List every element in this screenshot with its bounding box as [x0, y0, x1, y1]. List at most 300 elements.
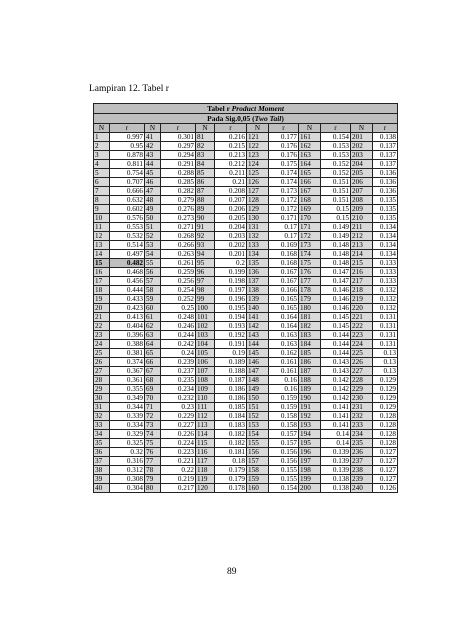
n-cell: 139: [247, 295, 269, 304]
n-cell: 48: [145, 196, 161, 205]
table-row: [94, 268, 398, 277]
r-cell: 0.153: [321, 142, 351, 151]
r-cell: 0.158: [269, 421, 299, 430]
r-cell: 0.171: [269, 214, 299, 223]
r-cell: 0.192: [215, 331, 247, 340]
n-cell: 129: [247, 205, 269, 214]
r-cell: 0.148: [321, 241, 351, 250]
r-cell: 0.144: [321, 349, 351, 358]
n-cell: 123: [247, 151, 269, 160]
n-cell: 217: [351, 277, 373, 286]
n-cell: 67: [145, 367, 161, 376]
r-cell: 0.147: [321, 277, 351, 286]
n-cell: 10: [94, 214, 110, 223]
r-cell: 0.136: [373, 178, 398, 187]
table-caption: Lampiran 12. Tabel r: [89, 84, 169, 94]
n-cell: 131: [247, 223, 269, 232]
table-row: [94, 322, 398, 331]
r-cell: 0.163: [269, 331, 299, 340]
column-header-row: [94, 124, 398, 133]
r-cell: 0.396: [110, 331, 145, 340]
r-cell: 0.248: [161, 313, 196, 322]
n-cell: 190: [299, 394, 321, 403]
n-cell: 214: [351, 250, 373, 259]
n-cell: 43: [145, 151, 161, 160]
r-cell: 0.184: [215, 412, 247, 421]
r-cell: 0.344: [110, 403, 145, 412]
n-cell: 55: [145, 259, 161, 268]
n-cell: 62: [145, 322, 161, 331]
n-cell: 212: [351, 232, 373, 241]
r-cell: 0.128: [373, 430, 398, 439]
r-cell: 0.205: [215, 214, 247, 223]
r-cell: 0.514: [110, 241, 145, 250]
r-cell: 0.256: [161, 277, 196, 286]
n-cell: 94: [196, 250, 215, 259]
n-cell: 171: [299, 223, 321, 232]
r-cell: 0.161: [269, 358, 299, 367]
n-cell: 185: [299, 349, 321, 358]
n-cell: 47: [145, 187, 161, 196]
r-cell: 0.17: [269, 232, 299, 241]
n-cell: 59: [145, 295, 161, 304]
n-cell: 22: [94, 322, 110, 331]
r-cell: 0.16: [269, 376, 299, 385]
n-cell: 45: [145, 169, 161, 178]
n-cell: 69: [145, 385, 161, 394]
n-cell: 16: [94, 268, 110, 277]
table-title-row-1: [94, 104, 398, 114]
r-cell: 0.138: [373, 133, 398, 142]
r-cell: 0.339: [110, 412, 145, 421]
n-cell: 240: [351, 484, 373, 493]
n-cell: 106: [196, 358, 215, 367]
r-cell: 0.237: [161, 367, 196, 376]
r-cell: 0.157: [269, 439, 299, 448]
n-cell: 177: [299, 277, 321, 286]
n-cell: 181: [299, 313, 321, 322]
n-cell: 207: [351, 187, 373, 196]
r-cell: 0.433: [110, 295, 145, 304]
r-cell: 0.128: [373, 439, 398, 448]
r-cell: 0.235: [161, 376, 196, 385]
r-cell: 0.127: [373, 475, 398, 484]
n-cell: 23: [94, 331, 110, 340]
table-row: [94, 160, 398, 169]
table-row: [94, 484, 398, 493]
r-cell: 0.141: [321, 412, 351, 421]
n-cell: 156: [247, 448, 269, 457]
r-cell: 0.25: [161, 304, 196, 313]
n-cell: 204: [351, 160, 373, 169]
n-cell: 71: [145, 403, 161, 412]
r-cell: 0.22: [161, 466, 196, 475]
r-cell: 0.349: [110, 394, 145, 403]
n-cell: 173: [299, 241, 321, 250]
r-cell: 0.154: [321, 133, 351, 142]
n-cell: 170: [299, 214, 321, 223]
n-cell: 154: [247, 430, 269, 439]
n-cell: 119: [196, 475, 215, 484]
r-cell: 0.204: [215, 223, 247, 232]
table-row: [94, 277, 398, 286]
n-cell: 213: [351, 241, 373, 250]
n-cell: 178: [299, 286, 321, 295]
r-cell: 0.301: [161, 133, 196, 142]
r-cell: 0.576: [110, 214, 145, 223]
r-cell: 0.997: [110, 133, 145, 142]
r-cell: 0.131: [373, 340, 398, 349]
n-cell: 74: [145, 430, 161, 439]
n-cell: 165: [299, 169, 321, 178]
r-cell: 0.129: [373, 376, 398, 385]
n-cell: 89: [196, 205, 215, 214]
n-cell: 155: [247, 439, 269, 448]
r-cell: 0.196: [215, 295, 247, 304]
column-header-n: N: [145, 124, 161, 133]
r-cell: 0.226: [161, 430, 196, 439]
n-cell: 101: [196, 313, 215, 322]
r-cell: 0.127: [373, 448, 398, 457]
n-cell: 91: [196, 223, 215, 232]
r-cell: 0.128: [373, 412, 398, 421]
n-cell: 157: [247, 457, 269, 466]
r-cell: 0.179: [215, 466, 247, 475]
r-cell: 0.156: [269, 457, 299, 466]
n-cell: 172: [299, 232, 321, 241]
n-cell: 5: [94, 169, 110, 178]
r-cell: 0.259: [161, 268, 196, 277]
n-cell: 108: [196, 376, 215, 385]
n-cell: 12: [94, 232, 110, 241]
n-cell: 229: [351, 385, 373, 394]
r-cell: 0.131: [373, 322, 398, 331]
r-cell: 0.136: [373, 187, 398, 196]
r-cell: 0.602: [110, 205, 145, 214]
n-cell: 41: [145, 133, 161, 142]
r-cell: 0.189: [215, 358, 247, 367]
r-cell: 0.878: [110, 151, 145, 160]
r-cell: 0.329: [110, 430, 145, 439]
r-cell: 0.162: [269, 349, 299, 358]
column-header-n: N: [94, 124, 110, 133]
r-cell: 0.146: [321, 304, 351, 313]
r-cell: 0.174: [269, 178, 299, 187]
n-cell: 203: [351, 151, 373, 160]
n-cell: 49: [145, 205, 161, 214]
r-cell: 0.131: [373, 313, 398, 322]
r-cell: 0.208: [215, 187, 247, 196]
r-cell: 0.142: [321, 385, 351, 394]
r-cell: 0.268: [161, 232, 196, 241]
r-cell: 0.144: [321, 340, 351, 349]
r-cell: 0.456: [110, 277, 145, 286]
n-cell: 227: [351, 367, 373, 376]
n-cell: 15: [94, 259, 110, 268]
n-cell: 169: [299, 205, 321, 214]
r-cell: 0.215: [215, 142, 247, 151]
r-cell: 0.137: [373, 142, 398, 151]
r-cell: 0.632: [110, 196, 145, 205]
n-cell: 215: [351, 259, 373, 268]
n-cell: 168: [299, 196, 321, 205]
column-header-n: N: [196, 124, 215, 133]
n-cell: 29: [94, 385, 110, 394]
n-cell: 92: [196, 232, 215, 241]
table-row: [94, 385, 398, 394]
r-cell: 0.198: [215, 277, 247, 286]
r-cell: 0.254: [161, 286, 196, 295]
n-cell: 174: [299, 250, 321, 259]
n-cell: 38: [94, 466, 110, 475]
n-cell: 141: [247, 313, 269, 322]
r-cell: 0.282: [161, 187, 196, 196]
n-cell: 70: [145, 394, 161, 403]
r-cell: 0.134: [373, 223, 398, 232]
r-cell: 0.159: [269, 403, 299, 412]
n-cell: 142: [247, 322, 269, 331]
n-cell: 60: [145, 304, 161, 313]
n-cell: 221: [351, 313, 373, 322]
table-row: [94, 331, 398, 340]
n-cell: 51: [145, 223, 161, 232]
r-cell: 0.177: [269, 133, 299, 142]
n-cell: 205: [351, 169, 373, 178]
n-cell: 39: [94, 475, 110, 484]
r-cell: 0.155: [269, 475, 299, 484]
table-row: [94, 295, 398, 304]
n-cell: 235: [351, 439, 373, 448]
r-cell: 0.133: [373, 259, 398, 268]
n-cell: 209: [351, 205, 373, 214]
n-cell: 149: [247, 385, 269, 394]
r-cell: 0.227: [161, 421, 196, 430]
r-cell: 0.242: [161, 340, 196, 349]
table-row: [94, 133, 398, 142]
r-cell: 0.316: [110, 457, 145, 466]
n-cell: 134: [247, 250, 269, 259]
r-cell: 0.23: [161, 403, 196, 412]
n-cell: 30: [94, 394, 110, 403]
n-cell: 184: [299, 340, 321, 349]
n-cell: 19: [94, 295, 110, 304]
table-row: [94, 394, 398, 403]
r-cell: 0.297: [161, 142, 196, 151]
n-cell: 109: [196, 385, 215, 394]
n-cell: 1: [94, 133, 110, 142]
n-cell: 95: [196, 259, 215, 268]
n-cell: 14: [94, 250, 110, 259]
column-header-r: r: [373, 124, 398, 133]
n-cell: 37: [94, 457, 110, 466]
r-cell: 0.145: [321, 313, 351, 322]
n-cell: 4: [94, 160, 110, 169]
r-cell: 0.146: [321, 295, 351, 304]
r-cell: 0.154: [269, 484, 299, 493]
n-cell: 175: [299, 259, 321, 268]
r-cell: 0.367: [110, 367, 145, 376]
n-cell: 140: [247, 304, 269, 313]
r-cell: 0.155: [269, 466, 299, 475]
table-row: [94, 142, 398, 151]
n-cell: 66: [145, 358, 161, 367]
r-cell: 0.217: [161, 484, 196, 493]
r-cell: 0.211: [215, 169, 247, 178]
n-cell: 90: [196, 214, 215, 223]
r-cell: 0.182: [215, 439, 247, 448]
r-cell: 0.15: [321, 205, 351, 214]
r-cell: 0.234: [161, 385, 196, 394]
n-cell: 145: [247, 349, 269, 358]
n-cell: 211: [351, 223, 373, 232]
r-cell: 0.146: [321, 286, 351, 295]
r-cell: 0.144: [321, 331, 351, 340]
r-cell: 0.174: [269, 169, 299, 178]
table-row: [94, 241, 398, 250]
n-cell: 208: [351, 196, 373, 205]
r-cell: 0.16: [269, 385, 299, 394]
r-cell: 0.181: [215, 448, 247, 457]
r-cell: 0.168: [269, 250, 299, 259]
r-cell: 0.168: [269, 259, 299, 268]
n-cell: 189: [299, 385, 321, 394]
n-cell: 68: [145, 376, 161, 385]
n-cell: 122: [247, 142, 269, 151]
r-cell: 0.294: [161, 151, 196, 160]
table-body: [94, 133, 398, 493]
r-cell: 0.137: [373, 160, 398, 169]
r-cell: 0.273: [161, 214, 196, 223]
r-cell: 0.165: [269, 304, 299, 313]
n-cell: 191: [299, 403, 321, 412]
n-cell: 79: [145, 475, 161, 484]
n-cell: 195: [299, 439, 321, 448]
n-cell: 82: [196, 142, 215, 151]
n-cell: 61: [145, 313, 161, 322]
n-cell: 231: [351, 403, 373, 412]
r-cell: 0.143: [321, 358, 351, 367]
r-cell: 0.134: [373, 250, 398, 259]
r-cell: 0.156: [269, 448, 299, 457]
r-cell: 0.95: [110, 142, 145, 151]
r-cell: 0.159: [269, 394, 299, 403]
r-cell: 0.276: [161, 205, 196, 214]
r-cell: 0.188: [215, 367, 247, 376]
n-cell: 81: [196, 133, 215, 142]
n-cell: 138: [247, 286, 269, 295]
r-cell: 0.17: [269, 223, 299, 232]
r-cell: 0.355: [110, 385, 145, 394]
r-cell: 0.178: [215, 484, 247, 493]
r-cell: 0.468: [110, 268, 145, 277]
r-cell: 0.13: [373, 367, 398, 376]
n-cell: 111: [196, 403, 215, 412]
n-cell: 196: [299, 448, 321, 457]
r-cell: 0.216: [215, 133, 247, 142]
n-cell: 87: [196, 187, 215, 196]
r-table-container: [93, 103, 397, 493]
r-cell: 0.143: [321, 367, 351, 376]
n-cell: 46: [145, 178, 161, 187]
r-cell: 0.185: [215, 403, 247, 412]
n-cell: 153: [247, 421, 269, 430]
n-cell: 228: [351, 376, 373, 385]
n-cell: 98: [196, 286, 215, 295]
n-cell: 132: [247, 232, 269, 241]
r-cell: 0.308: [110, 475, 145, 484]
n-cell: 167: [299, 187, 321, 196]
title-line-2-prefix: Pada Sig.0,05 (: [207, 114, 255, 123]
n-cell: 125: [247, 169, 269, 178]
title-line-2-suffix: ): [281, 114, 284, 123]
r-cell: 0.246: [161, 322, 196, 331]
n-cell: 75: [145, 439, 161, 448]
n-cell: 20: [94, 304, 110, 313]
n-cell: 73: [145, 421, 161, 430]
n-cell: 102: [196, 322, 215, 331]
n-cell: 238: [351, 466, 373, 475]
r-cell: 0.266: [161, 241, 196, 250]
r-cell: 0.165: [269, 295, 299, 304]
r-cell: 0.21: [215, 178, 247, 187]
n-cell: 64: [145, 340, 161, 349]
n-cell: 100: [196, 304, 215, 313]
table-row: [94, 367, 398, 376]
n-cell: 148: [247, 376, 269, 385]
r-cell: 0.223: [161, 448, 196, 457]
r-cell: 0.172: [269, 205, 299, 214]
n-cell: 236: [351, 448, 373, 457]
page-number: 89: [227, 567, 237, 577]
r-cell: 0.229: [161, 412, 196, 421]
r-cell: 0.179: [215, 475, 247, 484]
r-cell: 0.18: [215, 457, 247, 466]
table-row: [94, 196, 398, 205]
r-cell: 0.164: [269, 313, 299, 322]
n-cell: 188: [299, 376, 321, 385]
n-cell: 197: [299, 457, 321, 466]
n-cell: 33: [94, 421, 110, 430]
n-cell: 151: [247, 403, 269, 412]
n-cell: 121: [247, 133, 269, 142]
r-cell: 0.195: [215, 304, 247, 313]
r-cell: 0.19: [215, 349, 247, 358]
r-cell: 0.754: [110, 169, 145, 178]
r-cell: 0.126: [373, 484, 398, 493]
n-cell: 198: [299, 466, 321, 475]
r-cell: 0.194: [215, 313, 247, 322]
table-row: [94, 151, 398, 160]
r-cell: 0.707: [110, 178, 145, 187]
n-cell: 13: [94, 241, 110, 250]
r-cell: 0.142: [321, 376, 351, 385]
column-header-r: r: [269, 124, 299, 133]
r-cell: 0.244: [161, 331, 196, 340]
table-row: [94, 250, 398, 259]
table-row: [94, 187, 398, 196]
n-cell: 77: [145, 457, 161, 466]
n-cell: 21: [94, 313, 110, 322]
r-cell: 0.263: [161, 250, 196, 259]
n-cell: 103: [196, 331, 215, 340]
column-header-r: r: [161, 124, 196, 133]
n-cell: 84: [196, 160, 215, 169]
r-cell: 0.381: [110, 349, 145, 358]
table-row: [94, 457, 398, 466]
table-row: [94, 439, 398, 448]
n-cell: 86: [196, 178, 215, 187]
r-cell: 0.186: [215, 385, 247, 394]
